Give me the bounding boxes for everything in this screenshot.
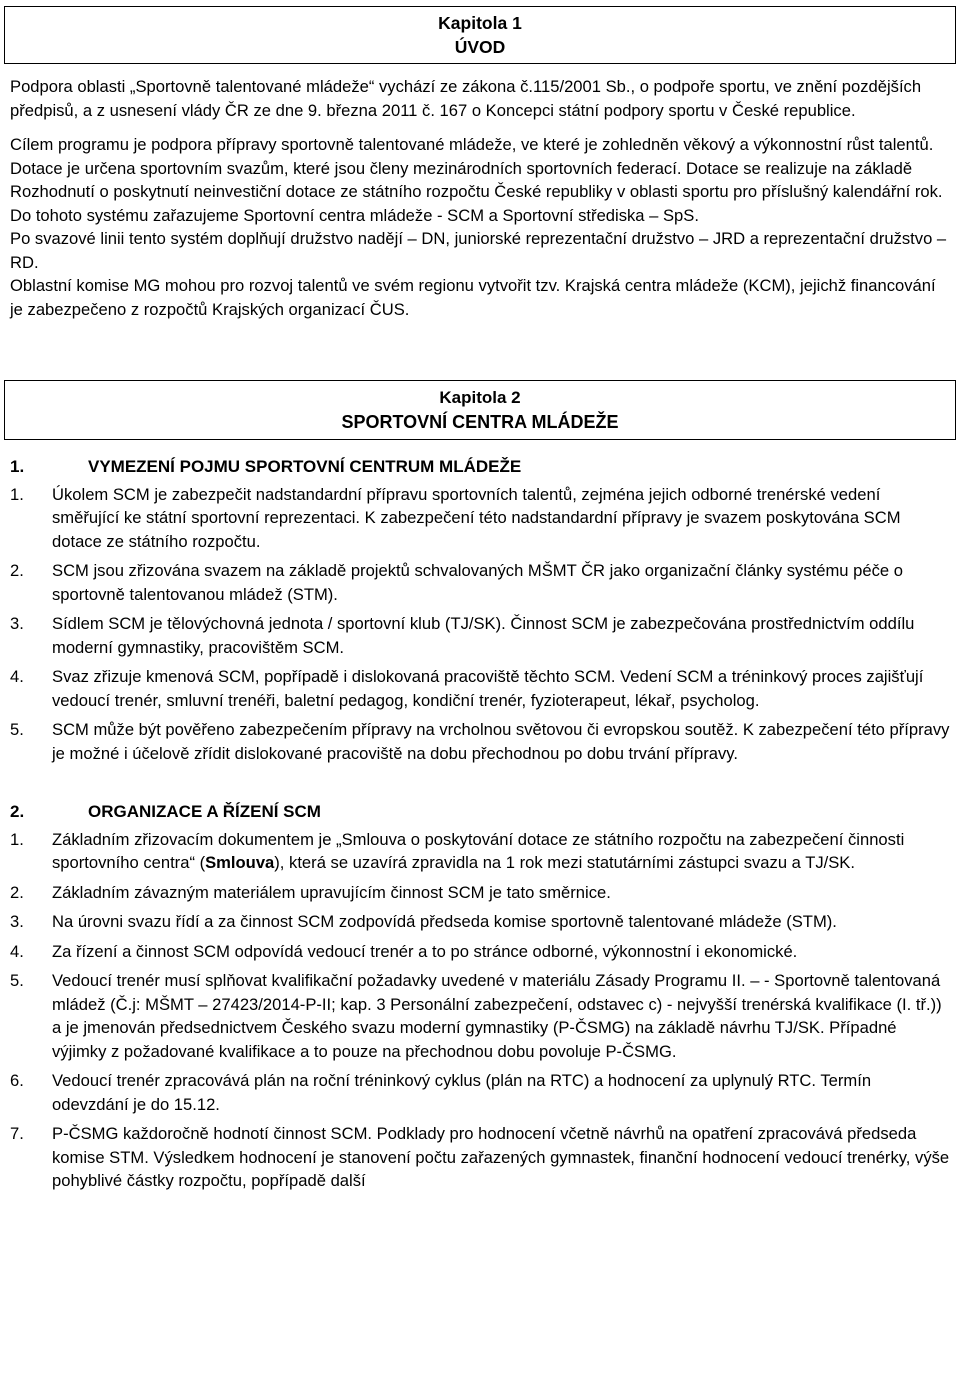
list-item (10, 665, 950, 712)
list-item-text-part: Základním zřizovacím dokumentem je „Smlouva o poskytování dotace ze státního rozpočtu na zabezpečení činnosti sportovního centra“ ( (52, 829, 905, 872)
list-item-text: Na úrovni svazu řídí a za činnost SCM zodpovídá předseda komise sportovně talentované mládeže (STM). (52, 912, 837, 931)
list-item (10, 940, 950, 964)
section-1-heading (10, 455, 950, 479)
chapter-1-heading (4, 6, 956, 64)
list-item (10, 1122, 950, 1193)
section-1-list (10, 483, 950, 766)
list-item-number: 4. (10, 941, 24, 961)
list-item-text: SCM jsou zřizována svazem na základě projektů schvalovaných MŠMT ČR jako organizační články systému péče o sportovně talentovanou mládež (STM). (52, 561, 903, 604)
list-item-number: 5. (10, 971, 24, 990)
list-item-text: SCM může být pověřeno zabezpečením přípravy na vrcholnou světovou či evropskou soutěž. K zabezpečení této přípravy je možné i účelově zřídit dislokované pracoviště na dobu přechodnou po dobu trvání přípravy. (52, 720, 950, 763)
document-page (10, 0, 950, 1193)
list-item-number: 4. (10, 667, 24, 686)
intro-paragraph-3: Po svazové linii tento systém doplňují družstvo nadějí – DN, juniorské reprezentační družstvo – JRD a reprezentační družstvo – RD. (10, 229, 947, 272)
list-item (10, 612, 950, 659)
list-item (10, 828, 950, 875)
chapter-2-title: Kapitola 2 (439, 388, 521, 407)
section-2-list (10, 828, 950, 1193)
section-1-title: VYMEZENÍ POJMU SPORTOVNÍ CENTRUM MLÁDEŽE (88, 457, 522, 476)
list-item-number: 3. (10, 614, 24, 633)
list-item (10, 1069, 950, 1116)
list-item-text: Vedoucí trenér zpracovává plán na roční tréninkový cyklus (plán na RTC) a hodnocení za uplynulý RTC. Termín odevzdání je do 15.12. (52, 1071, 872, 1114)
list-item-text: Za řízení a činnost SCM odpovídá vedoucí trenér a to po stránce odborné, výkonnostní i ekonomické. (52, 941, 798, 961)
list-item (10, 881, 950, 905)
list-item-number: 2. (10, 561, 24, 580)
list-item-text-part: ), která se uzavírá zpravidla na 1 rok mezi statutárními zástupci svazu a TJ/SK. (274, 853, 855, 872)
list-item-number: 6. (10, 1071, 24, 1090)
list-item-text: P-ČSMG každoročně hodnotí činnost SCM. Podklady pro hodnocení včetně návrhů na opatření zpracovává předseda komise STM. Výsledkem hodnocení je stanovení počtu zařazených gymnastek, finanční hodnocení vedoucí trenérky, výše pohyblivé částky rozpočtu, popřípadě další (52, 1124, 950, 1190)
section-2-number: 2. (10, 802, 25, 821)
chapter-1-subtitle: ÚVOD (454, 37, 506, 57)
section-2-heading (10, 800, 950, 824)
list-item-text: Základním závazným materiálem upravujícím činnost SCM je tato směrnice. (52, 882, 611, 902)
list-item-number: 5. (10, 720, 24, 739)
section-1-number: 1. (10, 457, 25, 476)
chapter-2-subtitle: SPORTOVNÍ CENTRA MLÁDEŽE (341, 412, 619, 432)
list-item (10, 559, 950, 606)
list-item-text: Vedoucí trenér musí splňovat kvalifikační požadavky uvedené v materiálu Zásady Programu II. – - Sportovně talentovaná mládež (Č.j: MŠMT – 27423/2014-P-II; kap. 3 Personální zabezpečení, odstavec c) - nejvyšší trenérská kvalifikace (I. tř.)) a je jmenován předsednictvem Českého svazu moderní gymnastiky (P-ČSMG) na základě návrhu TJ/SK. Případné výjimky z požadované kvalifikace a to pouze na přechodnou dobu povoluje P-ČSMG. (52, 971, 942, 1061)
chapter-2-heading (4, 380, 956, 440)
chapter-1-title: Kapitola 1 (438, 13, 522, 33)
list-item (10, 718, 950, 765)
list-item-text (52, 828, 950, 875)
list-item-bold-text: Smlouva (205, 853, 275, 872)
list-item-text: Svaz zřizuje kmenová SCM, popřípadě i dislokovaná pracoviště těchto SCM. Vedení SCM a tréninkový proces zajišťují vedoucí trenér, smluvní trenéři, baletní pedagog, kondiční trenér, fyzioterapeut, lékař, psycholog. (52, 667, 924, 710)
list-item (10, 483, 950, 554)
list-item-number: 2. (10, 882, 24, 902)
list-item-number: 7. (10, 1124, 24, 1143)
list-item-text: Úkolem SCM je zabezpečit nadstandardní přípravu sportovních talentů, zejména jejich odborné trenérské vedení směřující ke státní sportovní reprezentaci. K zabezpečení této nadstandardní přípravy je svazem poskytována SCM dotace ze státního rozpočtu. (52, 484, 901, 551)
list-item (10, 969, 950, 1063)
list-item (10, 910, 950, 934)
list-item-number: 1. (10, 829, 24, 849)
list-item-number: 1. (10, 484, 24, 504)
intro-paragraph-4: Oblastní komise MG mohou pro rozvoj talentů ve svém regionu vytvořit tzv. Krajská centra mládeže (KCM), jejichž financování je zabezpečeno z rozpočtů Krajských organizací ČUS. (10, 276, 936, 319)
list-item-number: 3. (10, 912, 24, 931)
intro-paragraph-2: Cílem programu je podpora přípravy sportovně talentované mládeže, ve které je zohledněn věkový a výkonnostní růst talentů. Dotace je určena sportovním svazům, které jsou členy mezinárodních sportovních federací. Dotace se realizuje na základě Rozhodnutí o poskytnutí neinvestiční dotace ze státního rozpočtu České republiky v oblasti sportu pro příslušný kalendářní rok. Do tohoto systému zařazujeme Sportovní centra mládeže - SCM a Sportovní střediska – SpS. (10, 135, 943, 225)
intro-paragraph-1: Podpora oblasti „Sportovně talentované mládeže“ vychází ze zákona č.115/2001 Sb., o podpoře sportu, ve znění pozdějších předpisů, a z usnesení vlády ČR ze dne 9. března 2011 č. 167 o Koncepci státní podpory sportu v České republice. (10, 77, 922, 120)
section-2-title: ORGANIZACE A ŘÍZENÍ SCM (88, 802, 321, 821)
list-item-text: Sídlem SCM je tělovýchovná jednota / sportovní klub (TJ/SK). Činnost SCM je zabezpečována prostřednictvím oddílu moderní gymnastiky, pracovištěm SCM. (52, 614, 915, 657)
